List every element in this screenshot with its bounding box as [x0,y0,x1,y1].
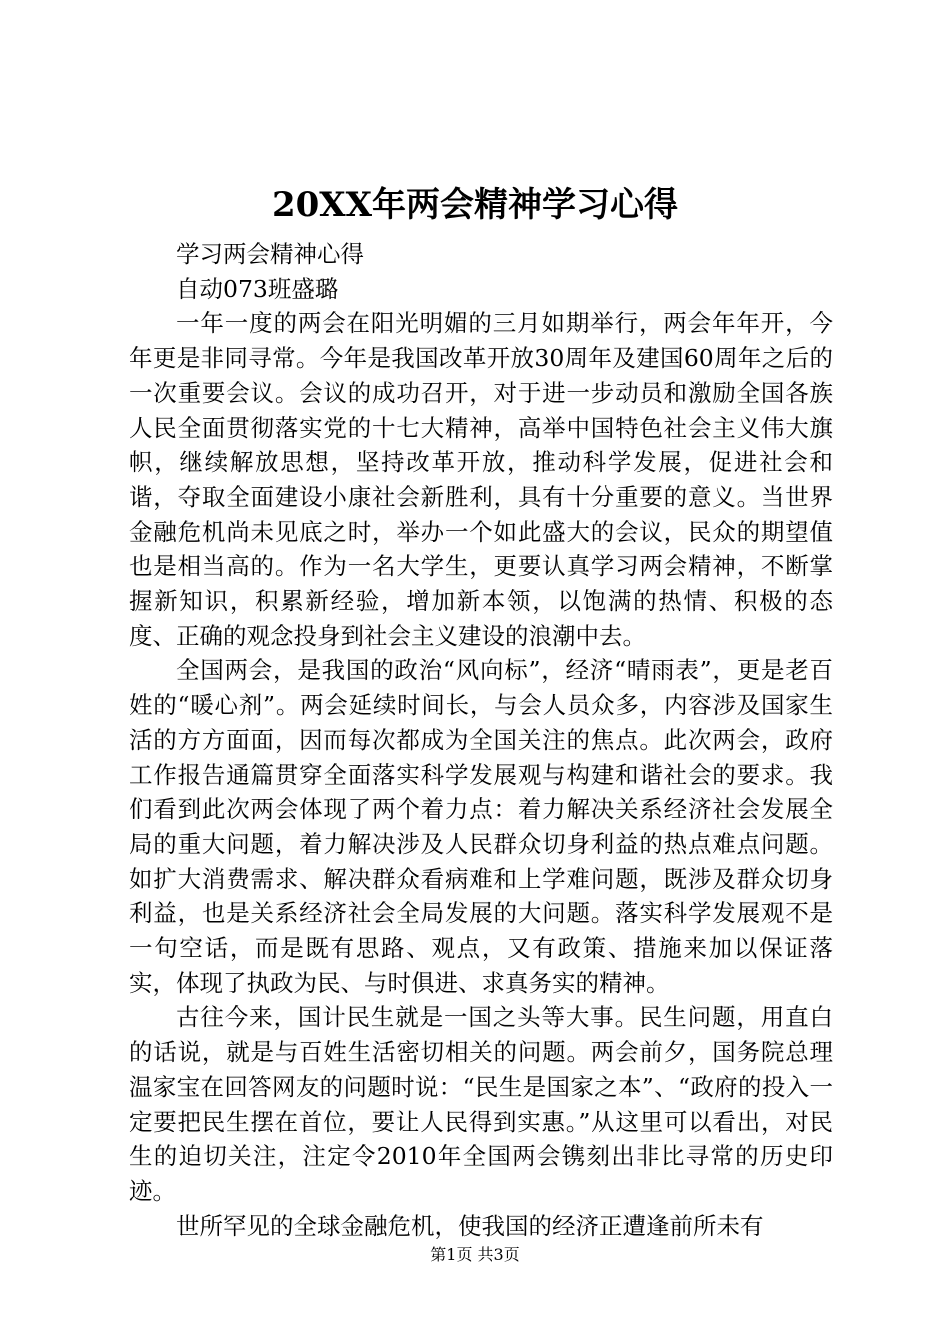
document-body [129,237,833,1243]
paragraph-4: 世所罕见的全球金融危机，使我国的经济正遭逢前所未有 [176,1211,764,1240]
paragraph-1: 一年一度的两会在阳光明媚的三月如期举行，两会年年开，今年更是非同寻常。今年是我国改革开放30周年及建国60周年之后的一次重要会议。会议的成功召开，对于进一步动员和激励全国各族人民全面贯彻落实党的十七大精神，高举中国特色社会主义伟大旗帜，继续解放思想，坚持改革开放，推动科学发展，促进社会和谐，夺取全面建设小康社会新胜利，具有十分重要的意义。当世界金融危机尚未见底之时，举办一个如此盛大的会议，民众的期望值也是相当高的。作为一名大学生，更要认真学习两会精神，不断掌握新知识，积累新经验，增加新本领，以饱满的热情、积极的态度、正确的观念投身到社会主义建设的浪潮中去。 [129,309,833,650]
paragraph-author: 自动073班盛璐 [176,274,339,303]
page-footer: 第1页 共3页 [430,1245,520,1264]
paragraph-3: 古往今来，国计民生就是一国之头等大事。民生问题，用直白的话说，就是与百姓生活密切相关的问题。两会前夕，国务院总理温家宝在回答网友的问题时说：“民生是国家之本”、“政府的投入一定要把民生摆在首位，要让人民得到实惠。”从这里可以看出，对民生的迫切关注，注定令2010年全国两会镌刻出非比寻常的历史印迹。 [129,1003,833,1205]
paragraph-subtitle: 学习两会精神心得 [176,240,364,268]
paragraph-2: 全国两会，是我国的政治“风向标”，经济“晴雨表”，更是老百姓的“暖心剂”。两会延续时间长，与会人员众多，内容涉及国家生活的方方面面，因而每次都成为全国关注的焦点。此次两会，政府工作报告通篇贯穿全面落实科学发展观与构建和谐社会的要求。我们看到此次两会体现了两个着力点：着力解决关系经济社会发展全局的重大问题，着力解决涉及人民群众切身利益的热点难点问题。如扩大消费需求、解决群众看病难和上学难问题，既涉及群众切身利益，也是关系经济社会全局发展的大问题。落实科学发展观不是一句空话，而是既有思路、观点，又有政策、措施来加以保证落实，体现了执政为民、与时俱进、求真务实的精神。 [129,656,833,997]
document-title: 20XX年两会精神学习心得 [271,185,679,225]
